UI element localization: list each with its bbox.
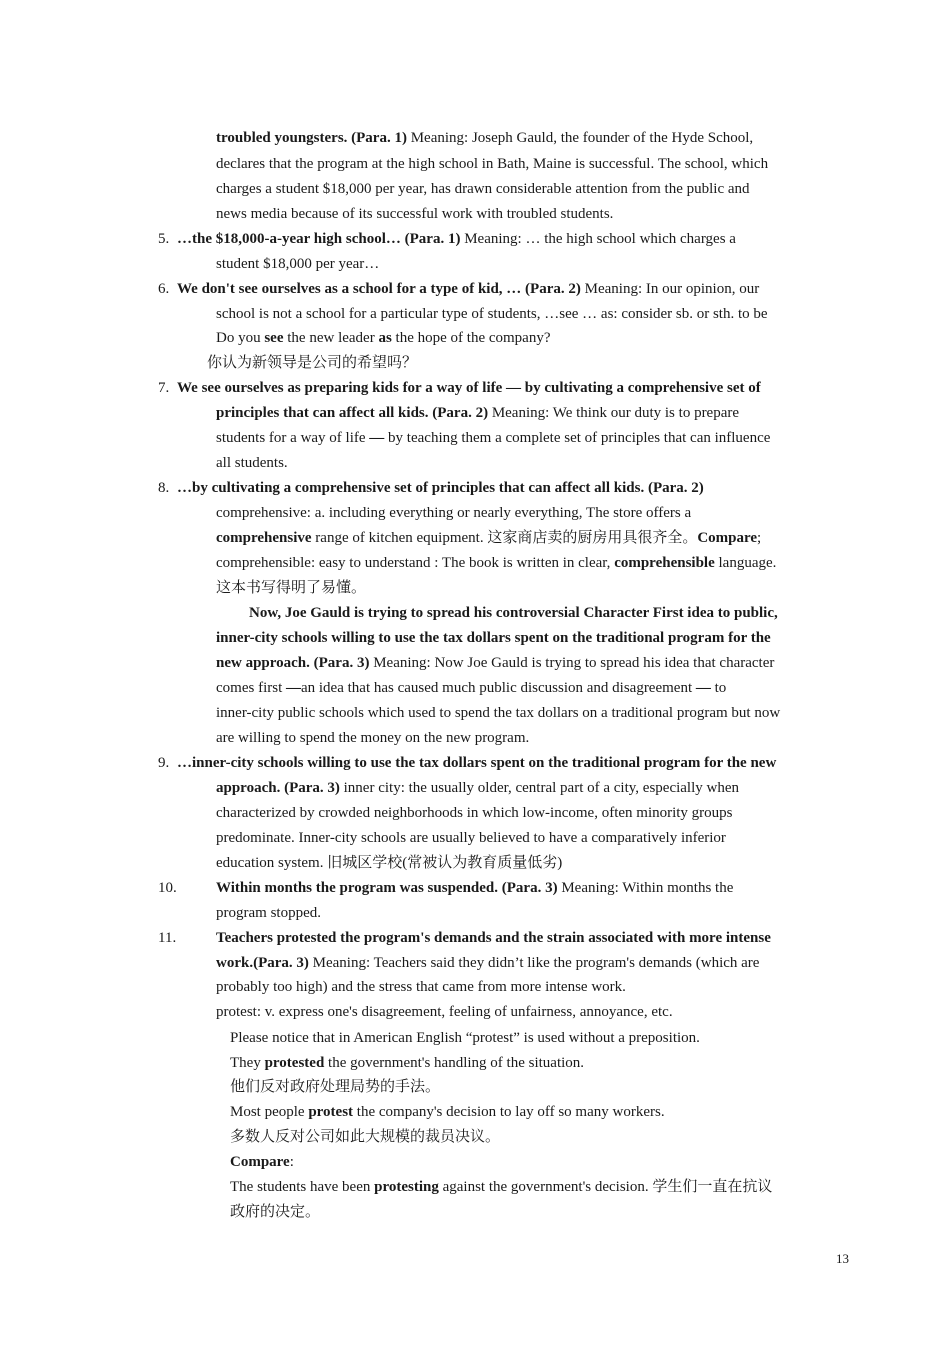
text-run: 这本书写得明了易懂。 — [216, 580, 367, 596]
text-run: characterized by crowded neighborhoods in which low-income, often minority groups — [216, 805, 733, 821]
text-line — [216, 853, 562, 873]
text-run: education system. 旧城区学校(常被认为教育质量低劣) — [216, 855, 563, 871]
bold-text: We see ourselves as preparing kids for a way of life — by cultivating a comprehensive set of — [177, 380, 761, 396]
text-line — [230, 1127, 500, 1147]
text-line — [216, 254, 379, 274]
text-line — [177, 753, 776, 773]
text-line — [230, 1053, 584, 1073]
text-run: comes first — [216, 680, 286, 696]
text-run: Meaning: We think our duty is to prepare — [488, 405, 740, 421]
bold-text: troubled youngsters. (Para. 1) — [216, 130, 407, 146]
bold-text: principles that can affect all kids. (Para. 2) — [216, 405, 489, 421]
text-run: language. — [714, 555, 777, 571]
text-line — [216, 128, 753, 148]
text-run: ; — [757, 530, 762, 546]
bold-text: Teachers protested the program's demands and the strain associated with more intense — [216, 930, 771, 946]
text-run: school is not a school for a particular type of students, …see … as: consider sb. or sth. to be — [216, 306, 768, 322]
item-number: 8. — [158, 480, 170, 496]
bold-text: as — [378, 330, 392, 346]
text-line — [216, 204, 613, 224]
bold-text: …by cultivating a comprehensive set of principles that can affect all kids. (Para. 2) — [177, 480, 704, 496]
text-run: Most people — [230, 1104, 309, 1120]
text-run: 你认为新领导是公司的希望吗？ — [207, 355, 418, 371]
bold-text: — — [695, 680, 711, 696]
text-run: students for a way of life — [216, 430, 370, 446]
text-line — [177, 279, 759, 299]
text-line — [216, 728, 529, 748]
text-line — [216, 528, 761, 548]
text-line — [216, 803, 733, 823]
text-run: protest: v. express one's disagreement, feeling of unfairness, annoyance, etc. — [216, 1004, 673, 1020]
text-line — [177, 478, 704, 498]
text-line — [216, 453, 288, 473]
text-run: an idea that has caused much public discussion and disagreement — [300, 680, 696, 696]
text-run: They — [230, 1055, 265, 1071]
text-run: against the government's decision. 学生们一直在抗议 — [438, 1179, 773, 1195]
text-line — [216, 678, 726, 698]
text-run: Please notice that in American English “protest” is used without a preposition. — [230, 1030, 700, 1046]
item-number: 6. — [158, 281, 170, 297]
text-run: the company's decision to lay off so many workers. — [353, 1104, 665, 1120]
text-line — [177, 378, 761, 398]
text-run: charges a student $18,000 per year, has drawn considerable attention from the public and — [216, 181, 750, 197]
text-run: the new leader — [283, 330, 379, 346]
text-line — [230, 1028, 700, 1048]
bold-text: …the $18,000-a-year high school… (Para. 1) — [177, 231, 461, 247]
text-run: The students have been — [230, 1179, 375, 1195]
text-run: Do you — [216, 330, 265, 346]
item-number: 9. — [158, 755, 170, 771]
text-run: probably too high) and the stress that came from more intense work. — [216, 979, 626, 995]
text-run: inner-city public schools which used to spend the tax dollars on a traditional program but now — [216, 705, 781, 721]
text-run: all students. — [216, 455, 288, 471]
text-run: are willing to spend the money on the new program. — [216, 730, 530, 746]
text-line — [216, 403, 739, 423]
text-line — [230, 1077, 440, 1097]
text-run: the hope of the company? — [391, 330, 551, 346]
text-run: Meaning: … the high school which charges a — [460, 231, 736, 247]
text-line — [216, 179, 750, 199]
item-number: 7. — [158, 380, 170, 396]
text-run: the government's handling of the situation. — [324, 1055, 585, 1071]
text-line — [230, 1177, 772, 1197]
text-run: Meaning: Now Joe Gauld is trying to spread his idea that character — [369, 655, 775, 671]
text-run: Meaning: Within months the — [557, 880, 734, 896]
bold-text: Compare — [697, 530, 758, 546]
text-line — [177, 229, 736, 249]
text-run: comprehensive: a. including everything or nearly everything, The store offers a — [216, 505, 692, 521]
bold-text: inner-city schools willing to use the tax dollars spent on the traditional program for the — [216, 630, 771, 646]
bold-text: — — [285, 680, 301, 696]
text-line — [216, 628, 771, 648]
text-line — [216, 553, 776, 573]
text-run: Meaning: Teachers said they didn’t like the program's demands (which are — [308, 955, 760, 971]
bold-text: Within months the program was suspended. (Para. 3) — [216, 880, 558, 896]
text-line — [216, 903, 321, 923]
text-run: Meaning: In our opinion, our — [580, 281, 760, 297]
text-line — [249, 603, 778, 623]
bold-text: new approach. (Para. 3) — [216, 655, 370, 671]
text-line — [216, 653, 774, 673]
text-run: inner city: the usually older, central part of a city, especially when — [339, 780, 740, 796]
text-run: predominate. Inner-city schools are usually believed to have a comparatively inferior — [216, 830, 726, 846]
bold-text: protesting — [374, 1179, 439, 1195]
text-run: 政府的决定。 — [230, 1204, 321, 1220]
text-line — [216, 953, 759, 973]
text-run: : — [289, 1154, 294, 1170]
text-line — [216, 578, 366, 598]
text-line — [216, 503, 691, 523]
item-number: 5. — [158, 231, 170, 247]
text-line — [216, 154, 768, 174]
bold-text: approach. (Para. 3) — [216, 780, 340, 796]
text-line — [216, 428, 770, 448]
bold-text: comprehensive — [216, 530, 312, 546]
bold-text: Compare — [230, 1154, 290, 1170]
bold-text: protested — [264, 1055, 325, 1071]
bold-text: — — [369, 430, 385, 446]
bold-text: We don't see ourselves as a school for a type of kid, … (Para. 2) — [177, 281, 581, 297]
text-line — [216, 828, 726, 848]
bold-text: work.(Para. 3) — [216, 955, 309, 971]
text-run: to — [710, 680, 727, 696]
text-run: Meaning: Joseph Gauld, the founder of the Hyde School, — [406, 130, 754, 146]
text-run: 他们反对政府处理局势的手法。 — [230, 1079, 441, 1095]
text-line — [216, 328, 551, 348]
bold-text: Now, Joe Gauld is trying to spread his controversial Character First idea to public, — [249, 605, 778, 621]
text-line — [230, 1102, 665, 1122]
text-run: news media because of its successful work with troubled students. — [216, 206, 614, 222]
text-line — [216, 1002, 673, 1022]
text-run: student $18,000 per year… — [216, 256, 380, 272]
bold-text: see — [264, 330, 284, 346]
bold-text: …inner-city schools willing to use the tax dollars spent on the traditional program for the new — [177, 755, 777, 771]
text-run: comprehensible: easy to understand : The book is written in clear, — [216, 555, 615, 571]
item-number: 10. — [158, 880, 177, 896]
bold-text: protest — [308, 1104, 354, 1120]
text-run: declares that the program at the high school in Bath, Maine is successful. The school, which — [216, 156, 769, 172]
text-line — [207, 353, 417, 373]
bold-text: comprehensible — [614, 555, 715, 571]
text-run: program stopped. — [216, 905, 321, 921]
text-line — [216, 977, 626, 997]
text-line — [216, 304, 768, 324]
page-number: 13 — [836, 1251, 849, 1266]
text-line — [216, 878, 733, 898]
text-line — [230, 1152, 294, 1172]
text-line — [216, 778, 739, 798]
text-line — [230, 1202, 320, 1222]
text-line — [216, 928, 771, 948]
text-run: 多数人反对公司如此大规模的裁员决议。 — [230, 1129, 501, 1145]
text-run: by teaching them a complete set of principles that can influence — [384, 430, 771, 446]
item-number: 11. — [158, 930, 177, 946]
text-run: range of kitchen equipment. 这家商店卖的厨房用具很齐全。 — [311, 530, 698, 546]
text-line — [216, 703, 780, 723]
